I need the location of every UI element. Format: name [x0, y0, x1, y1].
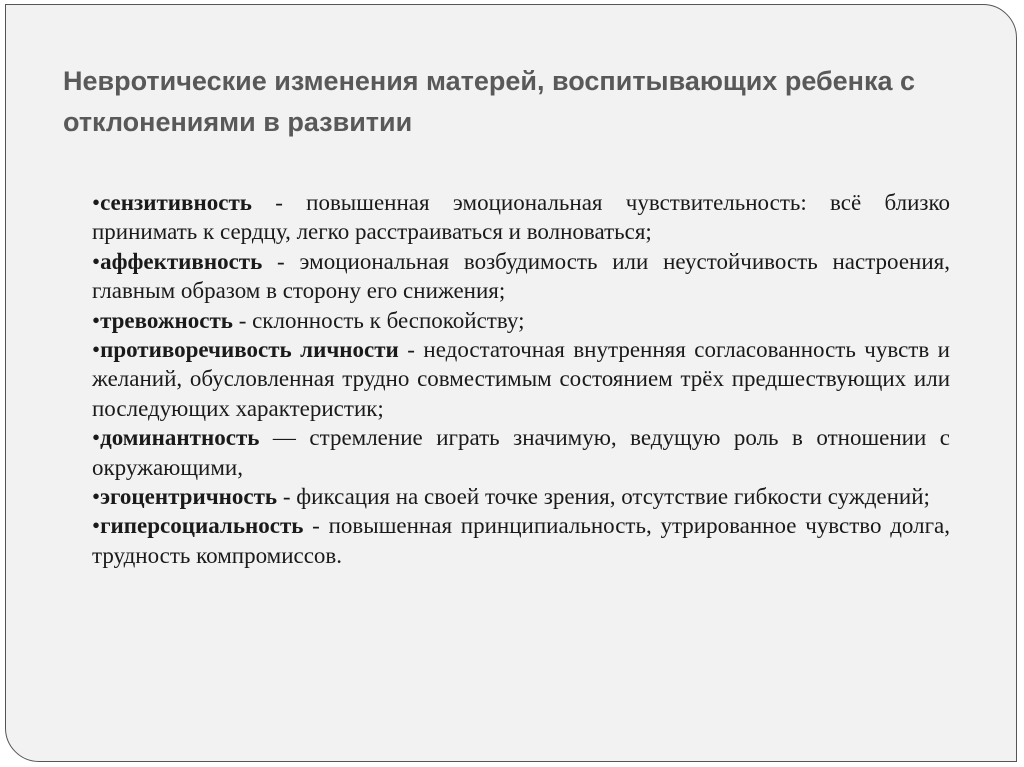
bullet: • [92, 307, 101, 333]
trait-list [92, 188, 950, 570]
list-item [92, 423, 950, 482]
item-text: - склонность к беспокойству; [232, 307, 525, 333]
item-text: - фиксация на своей точке зрения, отсутствие гибкости суждений; [277, 484, 930, 510]
item-term: гиперсоциальность [100, 513, 304, 539]
list-item [92, 335, 950, 423]
bullet: • [92, 248, 101, 274]
bullet: • [92, 513, 101, 539]
bullet: • [92, 484, 101, 510]
item-term: противоречивость личности [100, 337, 399, 363]
item-text: — стремление играть значимую, ведущую роль в отношении с окружающими, [92, 425, 950, 480]
item-text: - повышенная эмоциональная чувствительность: всё близко принимать к сердцу, легко расстраиваться и волноваться; [92, 190, 950, 245]
list-item [92, 188, 950, 247]
bullet: • [92, 190, 101, 215]
bullet: • [92, 337, 101, 363]
item-text: - эмоциональная возбудимость или неустойчивость настроения, главным образом в сторону его снижения; [92, 248, 950, 304]
item-term: тревожность [100, 307, 233, 333]
list-item [92, 247, 950, 306]
item-text: - недостаточная внутренняя согласованность чувств и желаний, обусловленная трудно совместимым состоянием трёх предшествующих или последующих характеристик; [92, 337, 950, 421]
item-term: эгоцентричность [100, 484, 278, 510]
bullet: • [92, 425, 101, 451]
list-item [92, 306, 950, 335]
item-term: аффективность [100, 248, 263, 274]
list-item [92, 511, 950, 570]
item-text: - повышенная принципиальность, утрированное чувство долга, трудность компромиссов. [92, 513, 950, 568]
slide-title: Невротические изменения матерей, воспитывающих ребенка с отклонениями в развитии [63, 66, 916, 137]
item-term: доминантность [100, 425, 260, 451]
item-term: сензитивность [100, 190, 252, 215]
slide-frame [5, 4, 1017, 762]
list-item [92, 482, 950, 511]
